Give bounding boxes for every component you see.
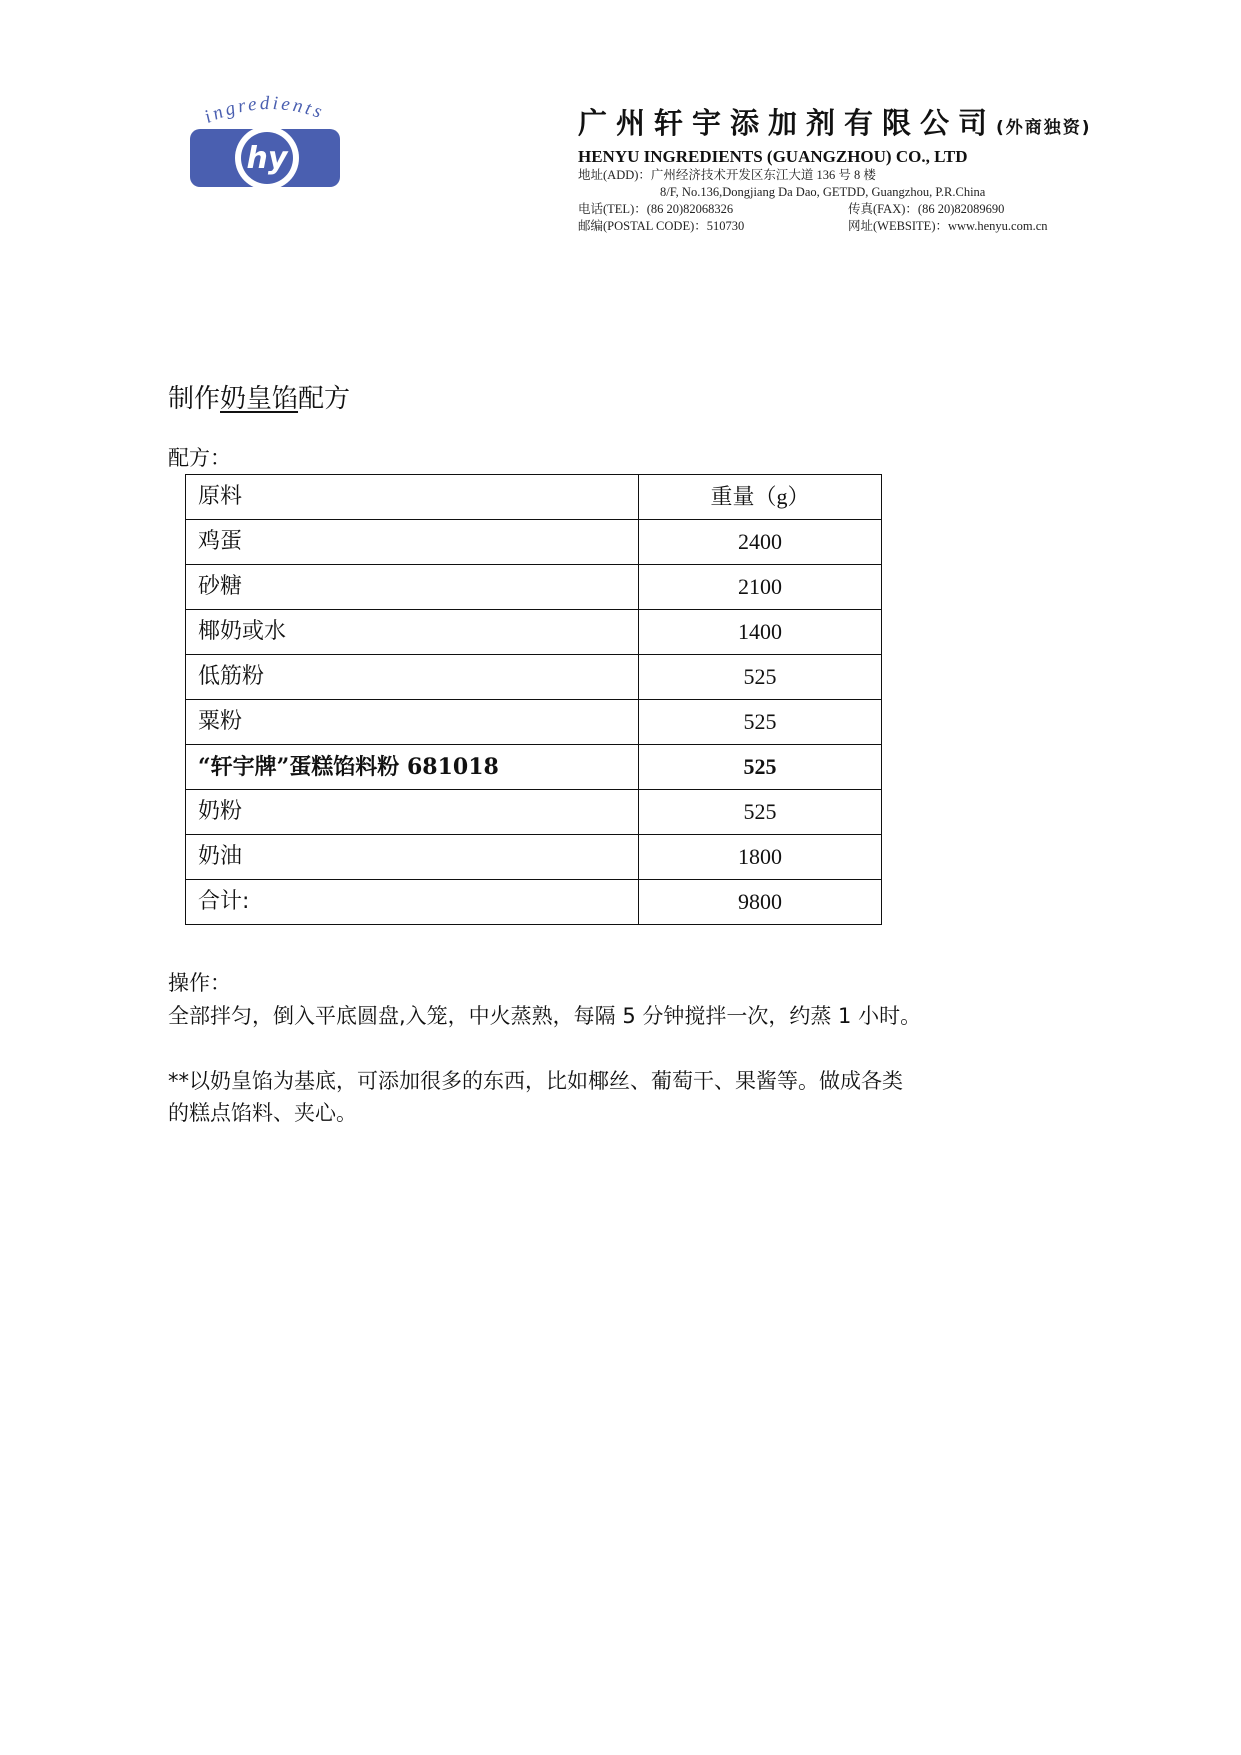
company-logo bbox=[190, 95, 350, 195]
ingredient-name: 砂糖 bbox=[186, 565, 639, 610]
ingredient-weight: 525 bbox=[639, 700, 882, 745]
company-name-cn-text: 广州轩宇添加剂有限公司 bbox=[578, 106, 997, 140]
note-line-1: **以奶皇馅为基底，可添加很多的东西，比如椰丝、葡萄干、果酱等。做成各类 bbox=[168, 1069, 903, 1093]
ingredient-weight: 2400 bbox=[639, 520, 882, 565]
website-text: 网址(WEBSITE)：www.henyu.com.cn bbox=[848, 219, 1048, 233]
table-row bbox=[186, 565, 882, 610]
ingredient-name: 椰奶或水 bbox=[186, 610, 639, 655]
title-prefix: 制作 bbox=[168, 384, 221, 414]
ingredient-name: 鸡蛋 bbox=[186, 520, 639, 565]
logo-glyph: hy bbox=[246, 141, 288, 176]
title-underlined: 奶皇馅 bbox=[220, 384, 299, 414]
address-en: 8/F, No.136,Dongjiang Da Dao, GETDD, Guangzhou, P.R.China bbox=[660, 185, 986, 199]
table-row bbox=[186, 610, 882, 655]
ingredient-weight: 525 bbox=[639, 655, 882, 700]
table-row bbox=[186, 655, 882, 700]
total-weight: 9800 bbox=[639, 880, 882, 925]
logo-arc-text: ingredients bbox=[201, 95, 328, 128]
table-row bbox=[186, 835, 882, 880]
table-header-row bbox=[186, 475, 882, 520]
table-row-highlight bbox=[186, 745, 882, 790]
header-ingredient: 原料 bbox=[186, 475, 639, 520]
phone-fax-row bbox=[578, 201, 1178, 218]
contact-block bbox=[578, 167, 1178, 235]
postal-text: 邮编(POSTAL CODE)：510730 bbox=[578, 219, 745, 233]
ingredient-name: 低筋粉 bbox=[186, 655, 639, 700]
ingredient-weight: 525 bbox=[639, 790, 882, 835]
table-row bbox=[186, 520, 882, 565]
table-total-row bbox=[186, 880, 882, 925]
ingredient-weight: 525 bbox=[639, 745, 882, 790]
company-name-cn bbox=[578, 105, 1178, 146]
document-title bbox=[168, 382, 350, 416]
company-ownership-tag: (外商独资) bbox=[996, 118, 1092, 138]
postal-web-row bbox=[578, 218, 1178, 235]
table-row bbox=[186, 700, 882, 745]
ingredient-name: 奶油 bbox=[186, 835, 639, 880]
company-header bbox=[578, 105, 1178, 235]
title-suffix: 配方 bbox=[298, 384, 351, 414]
recipe-label: 配方： bbox=[168, 446, 231, 470]
ingredient-weight: 2100 bbox=[639, 565, 882, 610]
ingredient-name: 粟粉 bbox=[186, 700, 639, 745]
ingredient-name: “轩宇牌”蛋糕馅料粉 681018 bbox=[186, 745, 639, 790]
table-row bbox=[186, 790, 882, 835]
tel-text: 电话(TEL)：(86 20)82068326 bbox=[578, 202, 734, 216]
total-label: 合计: bbox=[186, 880, 639, 925]
ingredient-weight: 1400 bbox=[639, 610, 882, 655]
ingredient-weight: 1800 bbox=[639, 835, 882, 880]
operation-text: 全部拌匀，倒入平底圆盘,入笼，中火蒸熟，每隔 5 分钟搅拌一次，约蒸 1 小时。 bbox=[168, 1004, 922, 1028]
note-line-2: 的糕点馅料、夹心。 bbox=[168, 1101, 357, 1125]
header-weight: 重量（g） bbox=[639, 475, 882, 520]
fax-text: 传真(FAX)：(86 20)82089690 bbox=[848, 202, 1005, 216]
recipe-table bbox=[185, 474, 882, 925]
address-cn: 地址(ADD)：广州经济技术开发区东江大道 136 号 8 楼 bbox=[578, 168, 876, 182]
company-name-en: HENYU INGREDIENTS (GUANGZHOU) CO., LTD bbox=[578, 147, 968, 166]
operation-label: 操作： bbox=[168, 971, 231, 995]
ingredient-name: 奶粉 bbox=[186, 790, 639, 835]
